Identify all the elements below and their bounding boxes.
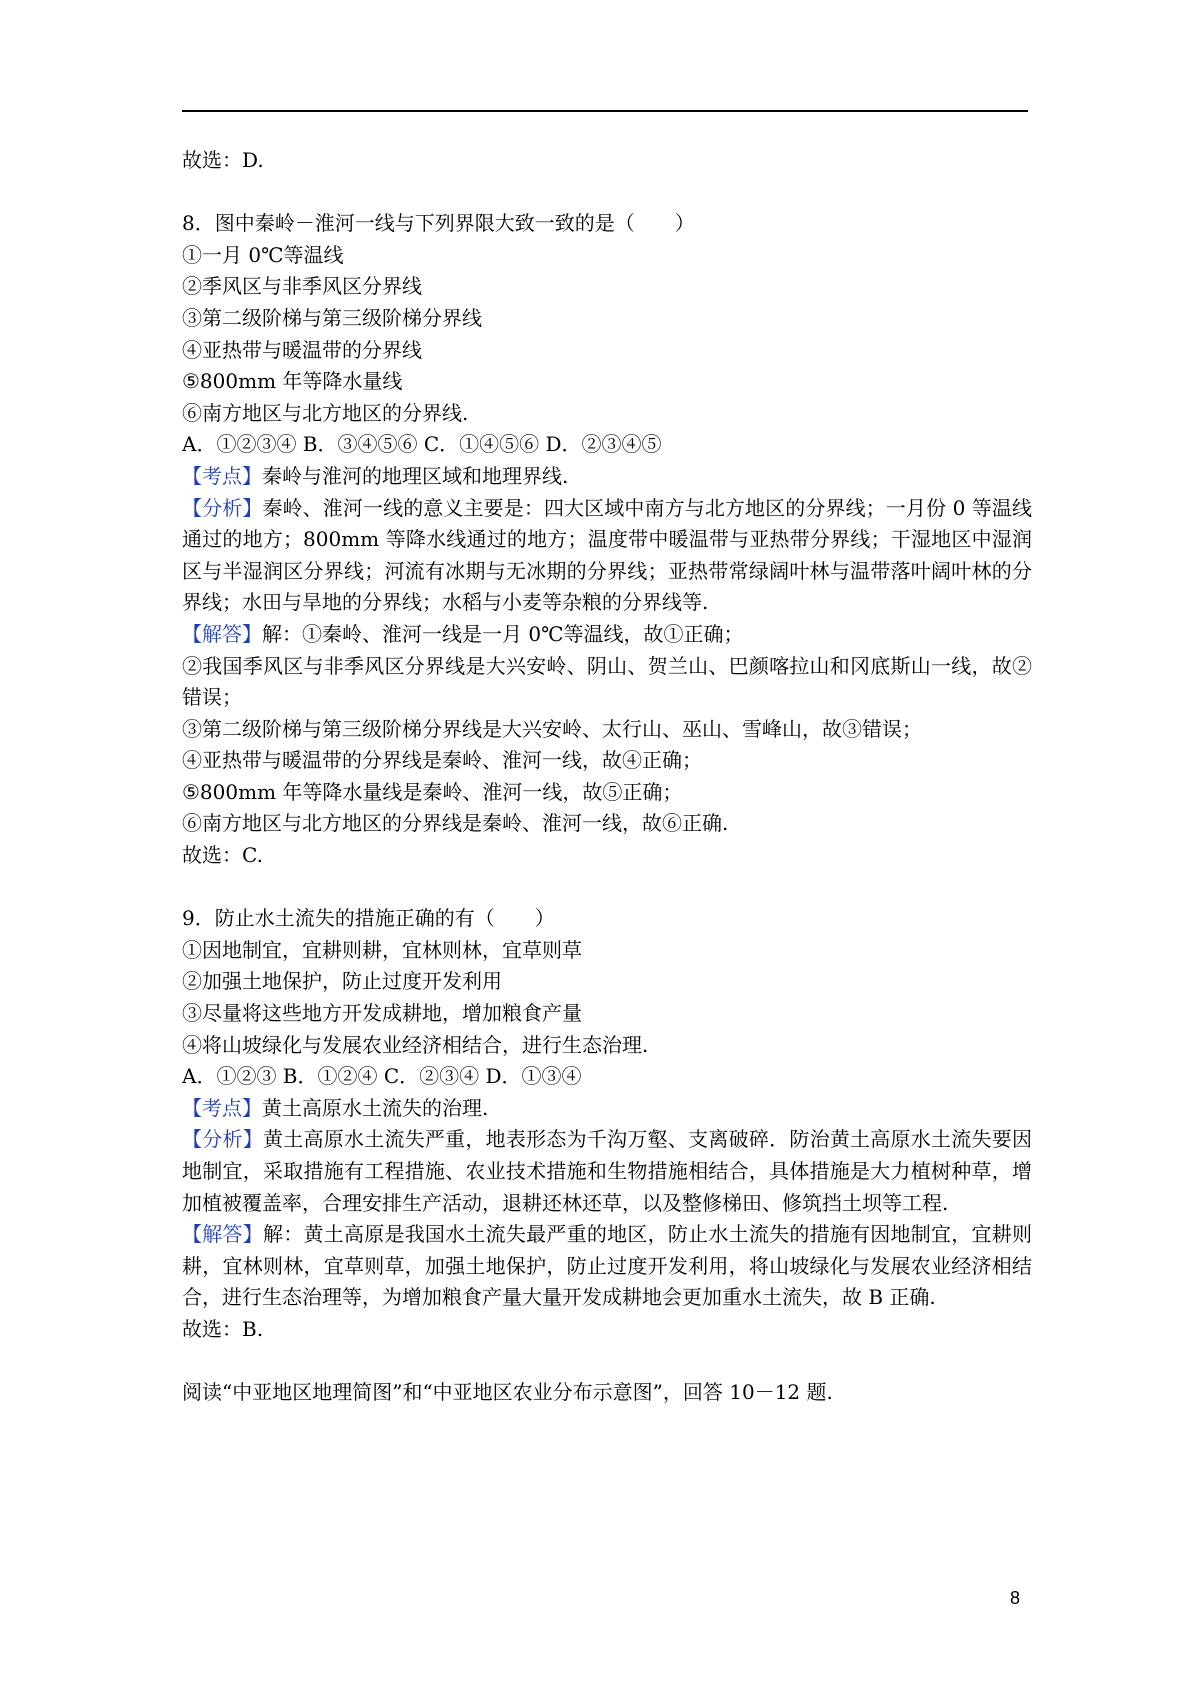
q9-fenxi-text: 黄土高原水土流失严重，地表形态为千沟万壑、支离破碎．防治黄土高原水土流失要因地制宜，采取措施有工程措施、农业技术措施和生物措施相结合，具体措施是大力植树种草，增加植被覆盖率，合理安排生产活动，退耕还林还草，以及整修梯田、修筑挡土坝等工程. [182,1127,1033,1215]
q8-item: ②季风区与非季风区分界线 [182,274,422,299]
q9-jieda [182,1219,1032,1314]
reading-prompt: 阅读“中亚地区地理简图”和“中亚地区农业分布示意图”，回答 10－12 题. [182,1380,833,1405]
document-body [182,145,1032,1409]
q9-stem: 9．防止水土流失的措施正确的有（ ） [182,906,555,931]
q8-answer: 故选：C. [182,843,263,868]
q8-fenxi [182,493,1032,619]
q9-item: ③尽量将这些地方开发成耕地，增加粮食产量 [182,1001,582,1026]
q8-item: ⑤800mm 年等降水量线 [182,369,403,394]
q9-options: A．①②③ B．①②④ C．②③④ D．①③④ [182,1064,582,1089]
spacer [182,177,1032,209]
q8-fenxi-text: 秦岭、淮河一线的意义主要是：四大区域中南方与北方地区的分界线；一月份 0 等温线通过的地方；800mm 等降水线通过的地方；温度带中暖温带与亚热带分界线；干湿地区中湿润区与半湿润区分界线；河流有冰期与无冰期的分界线；亚热带常绿阔叶林与温带落叶阔叶林的分界线；水田与旱地的分界线；水稻与小麦等杂粮的分界线等. [182,495,1032,615]
q9-fenxi [182,1124,1032,1219]
fenxi-tag: 【分析】 [182,1127,263,1152]
q8-kaodian [182,461,1032,493]
q8-jieda-line: ③第二级阶梯与第三级阶梯分界线是大兴安岭、太行山、巫山、雪峰山，故③错误； [182,716,922,741]
kaodian-tag: 【考点】 [182,463,262,488]
q9-kaodian [182,1093,1032,1125]
page-number: 8 [1010,1588,1021,1608]
q8-options: A．①②③④ B．③④⑤⑥ C．①④⑤⑥ D．②③④⑤ [182,432,662,457]
q8-jieda-text: 解：①秦岭、淮河一线是一月 0℃等温线，故①正确； [262,621,744,646]
spacer [182,1346,1032,1378]
kaodian-tag: 【考点】 [182,1095,262,1120]
q8-jieda [182,619,1032,651]
q8-item: ③第二级阶梯与第三级阶梯分界线 [182,305,482,330]
q8-item: ⑥南方地区与北方地区的分界线. [182,400,469,425]
q8-item: ①一月 0℃等温线 [182,242,344,267]
q8-item: ④亚热带与暖温带的分界线 [182,337,422,362]
jieda-tag: 【解答】 [182,1222,263,1247]
q8-jieda-line: ④亚热带与暖温带的分界线是秦岭、淮河一线，故④正确； [182,748,702,773]
q9-item: ②加强土地保护，防止过度开发利用 [182,969,502,994]
q8-stem: 8．图中秦岭－淮河一线与下列界限大致一致的是（ ） [182,211,695,236]
q9-kaodian-text: 黄土高原水土流失的治理. [262,1095,489,1120]
jieda-tag: 【解答】 [182,621,262,646]
q8-jieda-line: ⑥南方地区与北方地区的分界线是秦岭、淮河一线，故⑥正确. [182,811,729,836]
header-rule [182,110,1028,112]
fenxi-tag: 【分析】 [182,495,263,520]
q9-jieda-text: 解：黄土高原是我国水土流失最严重的地区，防止水土流失的措施有因地制宜，宜耕则耕，宜林则林，宜草则草，加强土地保护，防止过度开发利用，将山坡绿化与发展农业经济相结合，进行生态治理等，为增加粮食产量大量开发成耕地会更加重水土流失，故 B 正确. [182,1222,1033,1310]
q8-kaodian-text: 秦岭与淮河的地理区域和地理界线. [262,463,569,488]
spacer [182,872,1032,904]
q9-item: ①因地制宜，宜耕则耕，宜林则林，宜草则草 [182,937,582,962]
q8-jieda-line: ⑤800mm 年等降水量线是秦岭、淮河一线，故⑤正确； [182,779,683,804]
q9-item: ④将山坡绿化与发展农业经济相结合，进行生态治理. [182,1032,649,1057]
q9-answer: 故选：B. [182,1316,264,1341]
q8-jieda-line: ②我国季风区与非季风区分界线是大兴安岭、阴山、贺兰山、巴颜喀拉山和冈底斯山一线，故②错误； [182,653,1032,710]
prev-answer: 故选：D. [182,148,264,172]
